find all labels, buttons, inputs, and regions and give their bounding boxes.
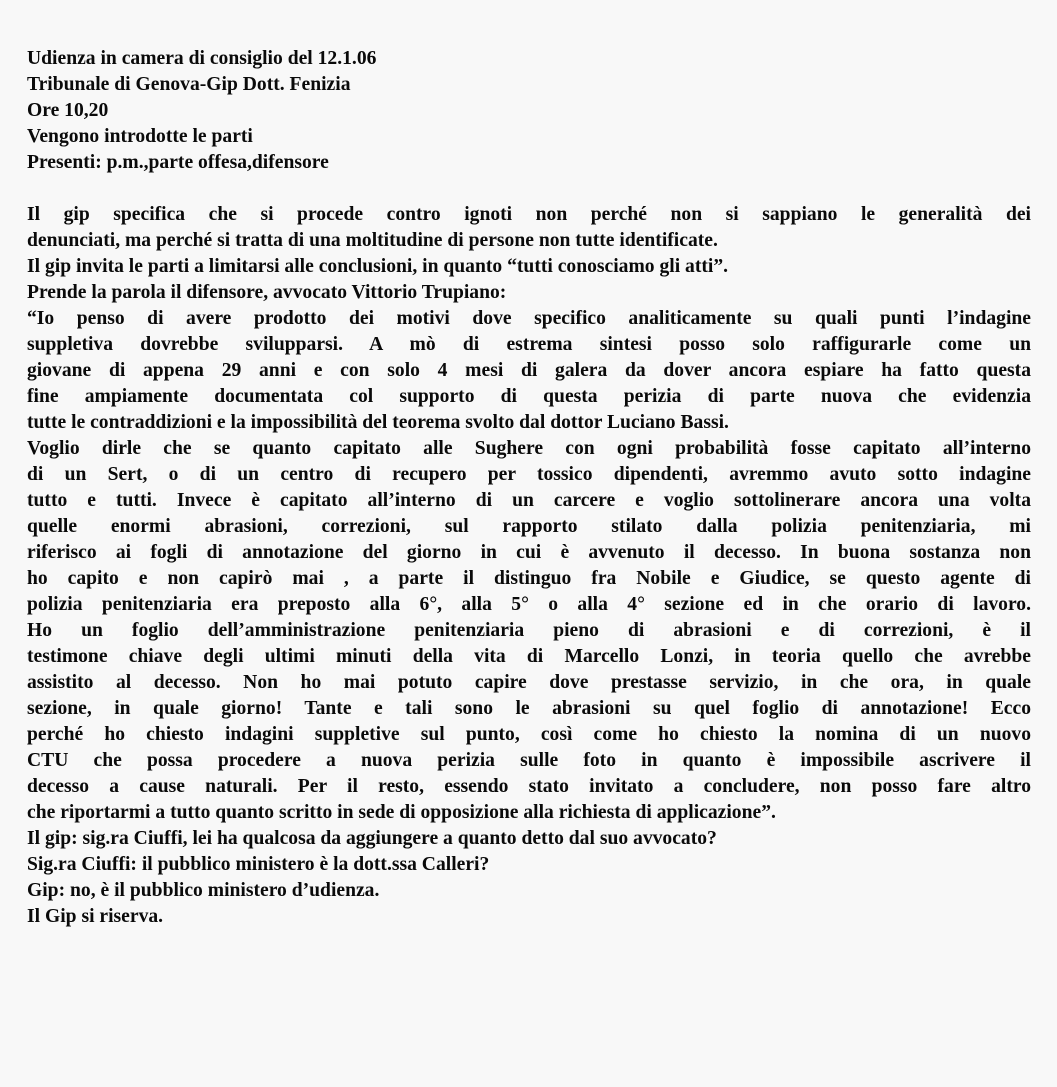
- header-line: Vengono introdotte le parti: [27, 126, 253, 147]
- transcript-line: suppletiva dovrebbe svilupparsi. A mò di estrema sintesi posso solo raffigurarle come un: [27, 334, 1031, 355]
- transcript-line: Il gip invita le parti a limitarsi alle conclusioni, in quanto “tutti conosciamo gli atti”.: [27, 256, 729, 277]
- transcript-line: sezione, in quale giorno! Tante e tali sono le abrasioni su quel foglio di annotazione! Ecco: [27, 698, 1031, 719]
- transcript-line: testimone chiave degli ultimi minuti della vita di Marcello Lonzi, in teoria quello che avrebbe: [27, 646, 1031, 667]
- transcript-line: giovane di appena 29 anni e con solo 4 mesi di galera da dover ancora espiare ha fatto questa: [27, 360, 1031, 381]
- transcript-line: Sig.ra Ciuffi: il pubblico ministero è la dott.ssa Calleri?: [27, 854, 490, 875]
- header-line: Ore 10,20: [27, 100, 109, 121]
- transcript-line: tutto e tutti. Invece è capitato all’interno di un carcere e voglio sottolinerare ancora una volta: [27, 490, 1031, 511]
- transcript-line: di un Sert, o di un centro di recupero per tossico dipendenti, avremmo avuto sotto indagine: [27, 464, 1031, 485]
- transcript-line: Gip: no, è il pubblico ministero d’udienza.: [27, 880, 380, 901]
- transcript-line: polizia penitenziaria era preposto alla 6°, alla 5° o alla 4° sezione ed in che orario di lavoro.: [27, 594, 1031, 615]
- transcript-line: Prende la parola il difensore, avvocato Vittorio Trupiano:: [27, 282, 507, 303]
- transcript-line: fine ampiamente documentata col supporto di questa perizia di parte nuova che evidenzia: [27, 386, 1031, 407]
- transcript-line: decesso a cause naturali. Per il resto, essendo stato invitato a concludere, non posso fare altro: [27, 776, 1031, 797]
- header-line: Tribunale di Genova-Gip Dott. Fenizia: [27, 74, 351, 95]
- transcript-line: Il gip: sig.ra Ciuffi, lei ha qualcosa da aggiungere a quanto detto dal suo avvocato?: [27, 828, 717, 849]
- transcript-line: assistito al decesso. Non ho mai potuto capire dove prestasse servizio, in che ora, in quale: [27, 672, 1031, 693]
- transcript-line: Il gip specifica che si procede contro ignoti non perché non si sappiano le generalità dei: [27, 204, 1031, 225]
- hearing-transcript: [27, 202, 1031, 930]
- transcript-line: che riportarmi a tutto quanto scritto in sede di opposizione alla richiesta di applicazione”.: [27, 802, 776, 823]
- transcript-line: Il Gip si riserva.: [27, 906, 164, 927]
- transcript-line: perché ho chiesto indagini suppletive sul punto, così come ho chiesto la nomina di un nuovo: [27, 724, 1031, 745]
- transcript-line: Ho un foglio dell’amministrazione penitenziaria pieno di abrasioni e di correzioni, è il: [27, 620, 1031, 641]
- transcript-line: denunciati, ma perché si tratta di una moltitudine di persone non tutte identificate.: [27, 230, 718, 251]
- transcript-line: riferisco ai fogli di annotazione del giorno in cui è avvenuto il decesso. In buona sostanza non: [27, 542, 1031, 563]
- transcript-line: quelle enormi abrasioni, correzioni, sul rapporto stilato dalla polizia penitenziaria, mi: [27, 516, 1031, 537]
- transcript-line: ho capito e non capirò mai , a parte il distinguo fra Nobile e Giudice, se questo agente di: [27, 568, 1031, 589]
- transcript-line: CTU che possa procedere a nuova perizia sulle foto in quanto è impossibile ascrivere il: [27, 750, 1031, 771]
- transcript-line: tutte le contraddizioni e la impossibilità del teorema svolto dal dottor Luciano Bassi.: [27, 412, 729, 433]
- header-line: Presenti: p.m.,parte offesa,difensore: [27, 152, 329, 173]
- header-line: Udienza in camera di consiglio del 12.1.06: [27, 48, 377, 69]
- hearing-header: [27, 46, 1031, 176]
- transcript-line: Voglio dirle che se quanto capitato alle Sughere con ogni probabilità fosse capitato all’interno: [27, 438, 1031, 459]
- transcript-line: “Io penso di avere prodotto dei motivi dove specifico analiticamente su quali punti l’indagine: [27, 308, 1031, 329]
